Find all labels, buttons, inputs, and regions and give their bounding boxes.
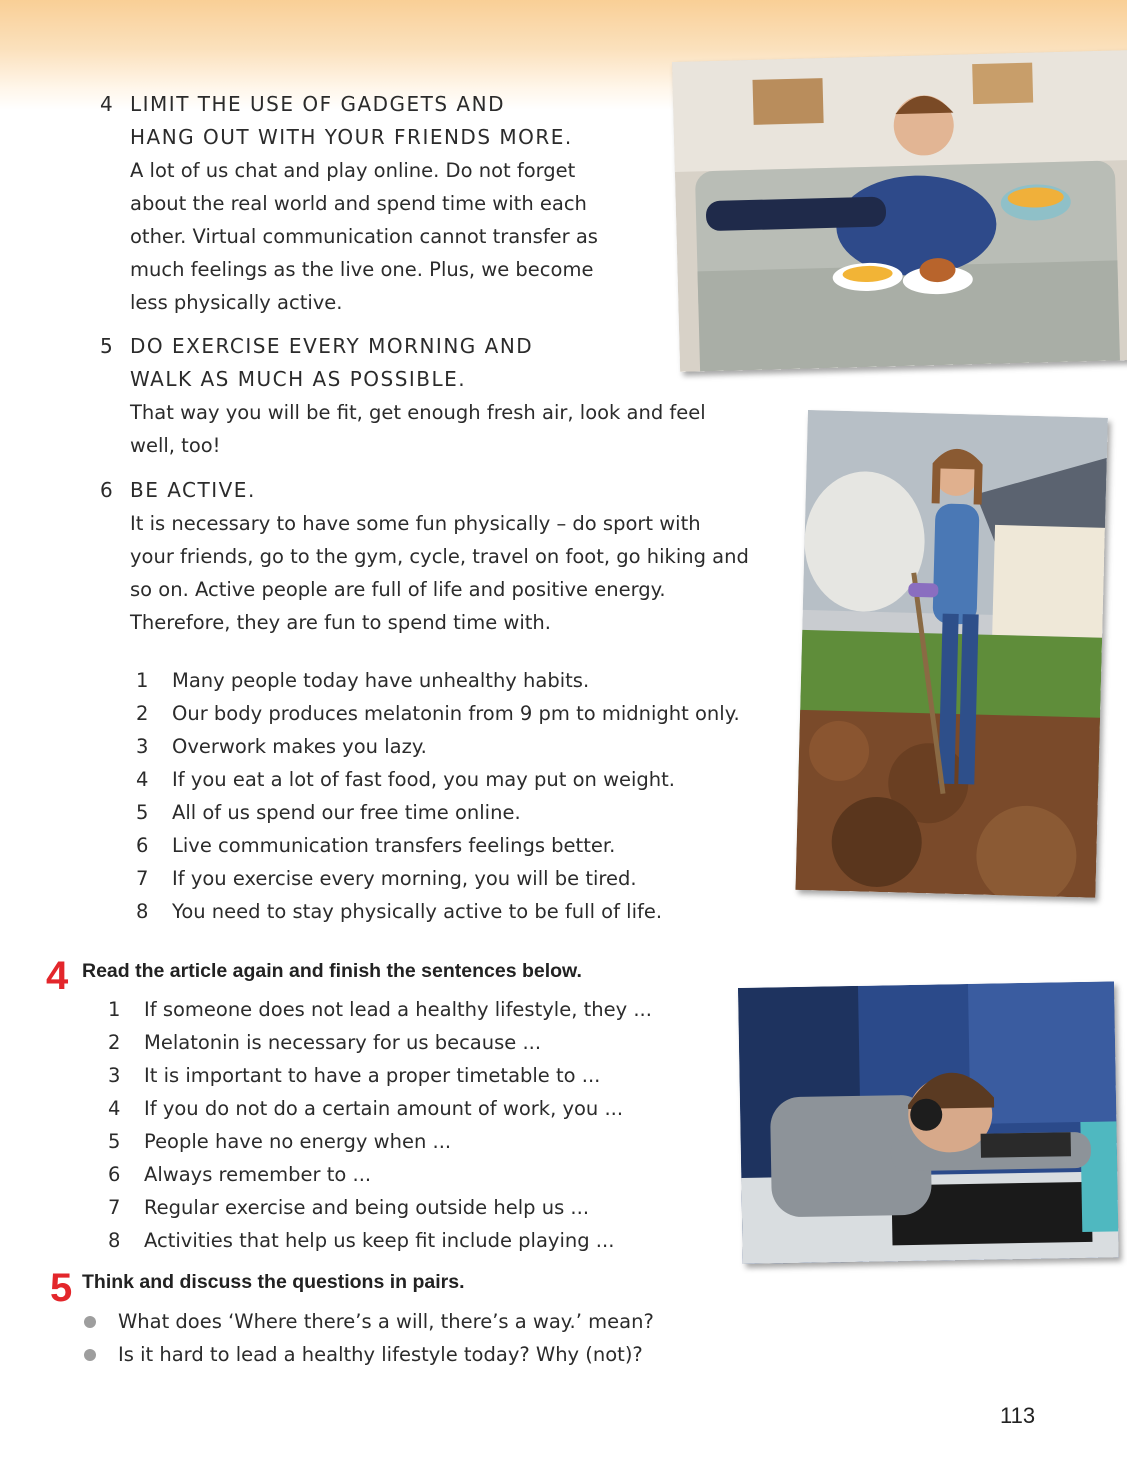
item-text: All of us spend our free time online.: [172, 801, 521, 824]
item-text: People have no energy when ...: [144, 1130, 452, 1153]
tip-heading: [100, 474, 749, 507]
item-text: If someone does not lead a healthy lifestyle, they ...: [144, 998, 652, 1021]
tip-number: 6: [100, 478, 115, 502]
tip-body-line: much feelings as the live one. Plus, we become: [130, 258, 594, 281]
tip-5: [100, 330, 706, 462]
item-text: It is important to have a proper timetable to ...: [144, 1064, 601, 1087]
tip-body-line: It is necessary to have some fun physically – do sport with: [130, 512, 701, 535]
tip-body: [100, 396, 706, 462]
tip-number: 5: [100, 334, 115, 358]
photo-girl-raking-leaves: [795, 410, 1107, 898]
item-text: Always remember to ...: [144, 1163, 372, 1186]
list-item: [136, 697, 740, 730]
item-number: 5: [136, 801, 149, 824]
tip-4: [100, 88, 598, 319]
tip-body: [100, 154, 598, 319]
item-number: 4: [136, 768, 149, 791]
exercise-4-list: [108, 993, 652, 1257]
tip-body-line: so on. Active people are full of life and positive energy.: [130, 578, 666, 601]
list-item: [108, 1125, 652, 1158]
item-text: If you do not do a certain amount of work, you ...: [144, 1097, 624, 1120]
tip-6: [100, 474, 749, 639]
item-number: 4: [108, 1097, 121, 1120]
tip-body-line: That way you will be fit, get enough fresh air, look and feel: [130, 401, 706, 424]
exercise-5-number: 5: [50, 1266, 73, 1310]
list-item: [136, 796, 740, 829]
list-item: [136, 862, 740, 895]
item-number: 2: [136, 702, 149, 725]
item-text: If you eat a lot of fast food, you may put on weight.: [172, 768, 676, 791]
item-number: 6: [136, 834, 149, 857]
exercise-4-title: Read the article again and finish the sentences below.: [82, 960, 582, 982]
list-item: [108, 1059, 652, 1092]
item-text: If you exercise every morning, you will be tired.: [172, 867, 637, 890]
item-number: 7: [108, 1196, 121, 1219]
tip-body: [100, 507, 749, 639]
list-item: [136, 730, 740, 763]
item-text: Activities that help us keep fit include playing ...: [144, 1229, 615, 1252]
tip-body-line: well, too!: [130, 434, 221, 457]
bullet-icon: [84, 1338, 118, 1371]
list-item: [108, 1158, 652, 1191]
list-item: [136, 829, 740, 862]
item-text: Is it hard to lead a healthy lifestyle today? Why (not)?: [118, 1343, 643, 1366]
item-number: 8: [108, 1229, 121, 1252]
tip-heading: [100, 330, 706, 396]
item-text: What does ‘Where there’s a will, there’s a way.’ mean?: [118, 1310, 654, 1333]
tip-heading-line1: BE ACTIVE.: [130, 478, 256, 502]
item-number: 8: [136, 900, 149, 923]
item-number: 3: [108, 1064, 121, 1087]
item-number: 7: [136, 867, 149, 890]
list-item: [108, 1224, 652, 1257]
tip-heading: [100, 88, 598, 154]
tip-heading-line1: DO EXERCISE EVERY MORNING AND: [130, 334, 534, 358]
tip-number: 4: [100, 92, 115, 116]
list-item: [84, 1305, 654, 1338]
photo-boy-on-sofa: [672, 50, 1127, 372]
item-number: 1: [136, 669, 149, 692]
list-item: [108, 993, 652, 1026]
item-number: 6: [108, 1163, 121, 1186]
tip-body-line: A lot of us chat and play online. Do not forget: [130, 159, 576, 182]
statements-list: [136, 664, 740, 928]
list-item: [108, 1026, 652, 1059]
tip-heading-line2: HANG OUT WITH YOUR FRIENDS MORE.: [130, 125, 573, 149]
exercise-4-number: 4: [46, 954, 69, 998]
exercise-5-title: Think and discuss the questions in pairs.: [82, 1271, 465, 1293]
list-item: [136, 664, 740, 697]
item-text: Melatonin is necessary for us because ...: [144, 1031, 542, 1054]
item-number: 2: [108, 1031, 121, 1054]
list-item: [136, 895, 740, 928]
item-text: You need to stay physically active to be full of life.: [172, 900, 663, 923]
page-number: 113: [1000, 1403, 1036, 1428]
list-item: [136, 763, 740, 796]
item-number: 1: [108, 998, 121, 1021]
item-text: Live communication transfers feelings better.: [172, 834, 616, 857]
tip-body-line: your friends, go to the gym, cycle, travel on foot, go hiking and: [130, 545, 749, 568]
photo-boy-asleep-on-desk: [738, 981, 1119, 1264]
tip-body-line: Therefore, they are fun to spend time with.: [130, 611, 551, 634]
item-text: Our body produces melatonin from 9 pm to midnight only.: [172, 702, 740, 725]
list-item: [108, 1092, 652, 1125]
item-number: 5: [108, 1130, 121, 1153]
item-number: 3: [136, 735, 149, 758]
list-item: [84, 1338, 654, 1371]
item-text: Overwork makes you lazy.: [172, 735, 427, 758]
item-text: Many people today have unhealthy habits.: [172, 669, 590, 692]
tip-body-line: about the real world and spend time with each: [130, 192, 587, 215]
item-text: Regular exercise and being outside help us ...: [144, 1196, 590, 1219]
bullet-icon: [84, 1305, 118, 1338]
tip-body-line: other. Virtual communication cannot transfer as: [130, 225, 598, 248]
tip-body-line: less physically active.: [130, 291, 343, 314]
tip-heading-line2: WALK AS MUCH AS POSSIBLE.: [130, 367, 467, 391]
tip-heading-line1: LIMIT THE USE OF GADGETS AND: [130, 92, 505, 116]
list-item: [108, 1191, 652, 1224]
exercise-5-questions: [84, 1305, 654, 1371]
